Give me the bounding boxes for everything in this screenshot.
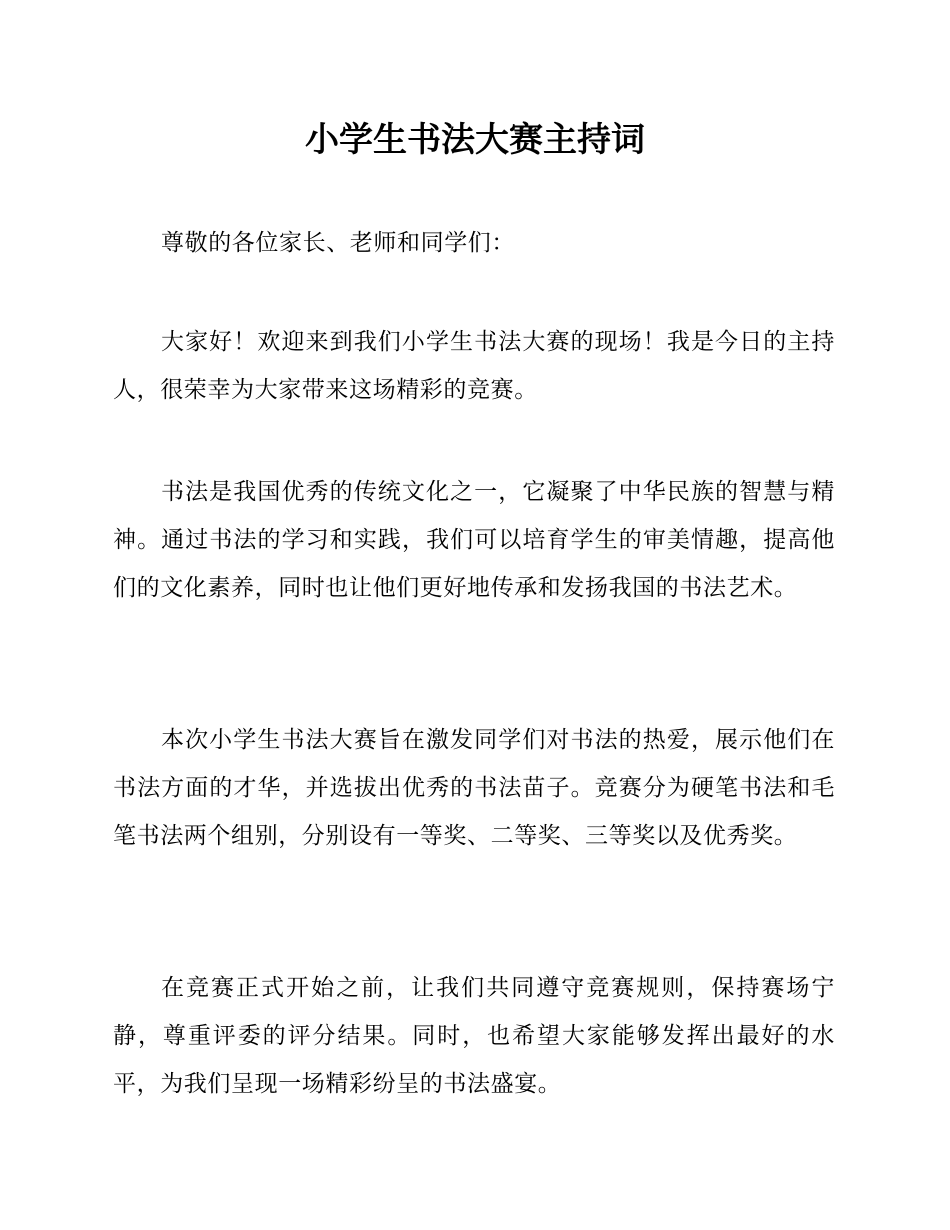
- document-title: 小学生书法大赛主持词: [305, 120, 645, 160]
- paragraph-rules: 在竞赛正式开始之前，让我们共同遵守竞赛规则，保持赛场宁静，尊重评委的评分结果。同时，也希望大家能够发挥出最好的水平，为我们呈现一场精彩纷呈的书法盛宴。: [113, 975, 835, 1097]
- paragraph-competition-intro: 本次小学生书法大赛旨在激发同学们对书法的热爱，展示他们在书法方面的才华，并选拔出优秀的书法苗子。竞赛分为硬笔书法和毛笔书法两个组别，分别设有一等奖、二等奖、三等奖以及优秀奖。: [113, 727, 835, 849]
- salutation: 尊敬的各位家长、老师和同学们：: [161, 230, 515, 256]
- paragraph-calligraphy-culture: 书法是我国优秀的传统文化之一，它凝聚了中华民族的智慧与精神。通过书法的学习和实践，我们可以培育学生的审美情趣，提高他们的文化素养，同时也让他们更好地传承和发扬我国的书法艺术。: [113, 479, 835, 601]
- paragraph-welcome: 大家好！欢迎来到我们小学生书法大赛的现场！我是今日的主持人，很荣幸为大家带来这场精彩的竞赛。: [113, 329, 835, 403]
